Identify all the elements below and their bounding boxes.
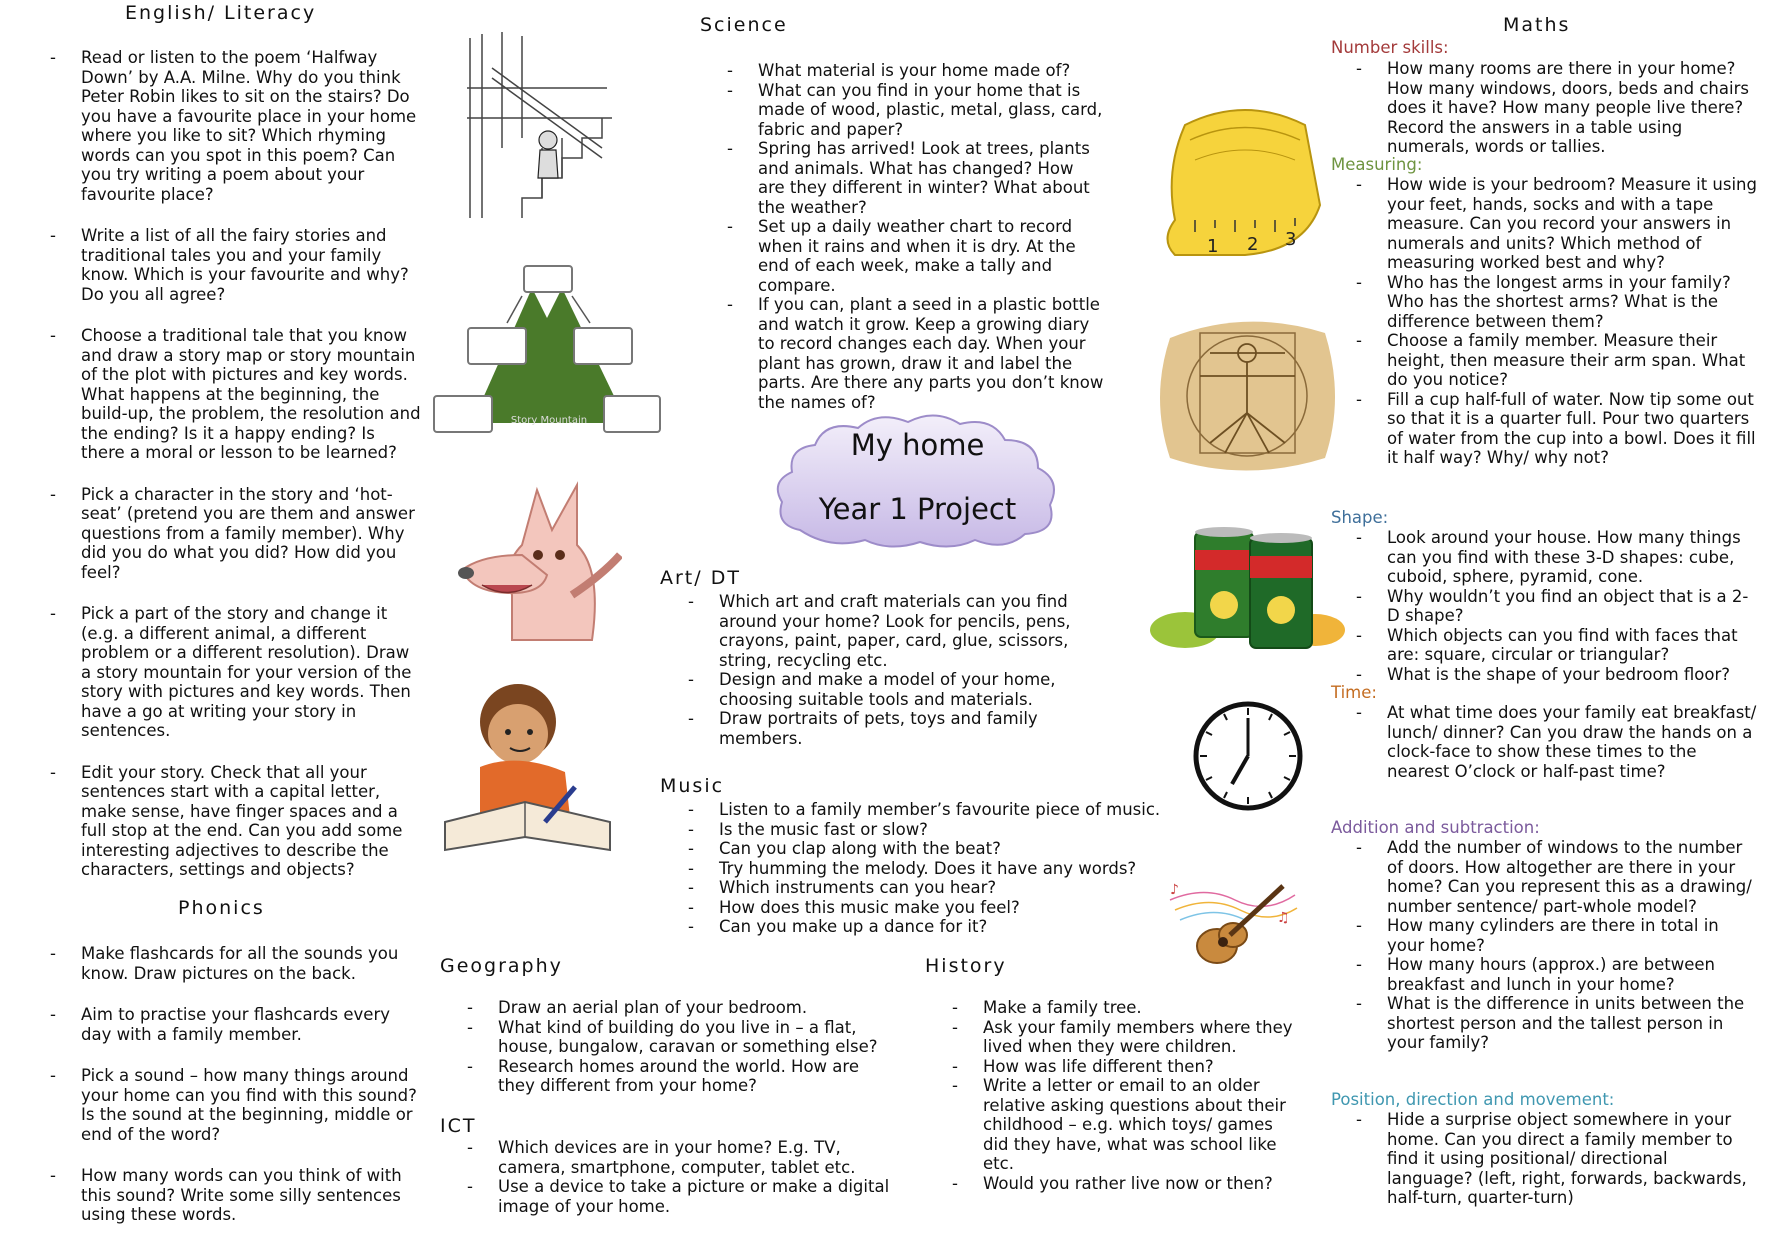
list-item: - Listen to a family member’s favourite piece of music. xyxy=(688,800,1168,820)
list-item: - What material is your home made of? xyxy=(727,61,1105,81)
list-item: - How wide is your bedroom? Measure it using your feet, hands, socks and with a tape measure. Can you record your answers in numerals and units? Which method of measuring worked best and why? xyxy=(1356,175,1758,273)
list-item: - Pick a character in the story and ‘hot-seat’ (pretend you are them and answer questions from a family member). Why did you do what you did? How did you feel? xyxy=(50,485,422,583)
tape-number-1: 1 xyxy=(1207,236,1219,257)
list-item: - Which devices are in your home? E.g. TV, camera, smartphone, computer, tablet etc. xyxy=(467,1138,897,1177)
list-item: - Ask your family members where they lived when they were children. xyxy=(952,1018,1297,1057)
list-item: - How many words can you think of with this sound? Write some silly sentences using these words. xyxy=(50,1166,422,1225)
english-list xyxy=(50,48,422,902)
geography-title: Geography xyxy=(440,955,563,977)
list-item: - Is the music fast or slow? xyxy=(688,820,1168,840)
list-item: - Fill a cup half-full of water. Now tip some out so that it is a quarter full. Pour two quarters of water from the cup into a bowl. Does it fill it half way? Why/ why not? xyxy=(1356,390,1758,468)
boy-writing-picture xyxy=(440,672,620,868)
staircase-picture xyxy=(462,28,612,220)
music-title: Music xyxy=(660,775,725,797)
geography-list xyxy=(467,998,897,1096)
list-item: - Choose a family member. Measure their height, then measure their arm span. What do you notice? xyxy=(1356,331,1758,390)
project-title-cloud xyxy=(770,410,1065,552)
clock-picture xyxy=(1192,700,1304,812)
phonics-list xyxy=(50,944,422,1247)
history-title: History xyxy=(925,955,1007,977)
list-item: - Research homes around the world. How are they different from your home? xyxy=(467,1057,897,1096)
cloud-line-2: Year 1 Project xyxy=(818,492,1017,526)
svg-text:♪: ♪ xyxy=(1170,882,1179,898)
list-item: - At what time does your family eat breakfast/ lunch/ dinner? Can you draw the hands on a clock-face to show these times to the nearest O’clock or half-past time? xyxy=(1356,703,1758,781)
svg-text:♫: ♫ xyxy=(1277,910,1290,926)
vitruvian-man-picture xyxy=(1155,318,1340,473)
art-title: Art/ DT xyxy=(660,567,741,589)
list-item: - What can you find in your home that is made of wood, plastic, metal, glass, card, fabric and paper? xyxy=(727,81,1105,140)
list-item: - Who has the longest arms in your family? Who has the shortest arms? What is the difference between them? xyxy=(1356,273,1758,332)
list-item: - Can you make up a dance for it? xyxy=(688,917,1168,937)
english-title: English/ Literacy xyxy=(125,2,317,24)
science-title: Science xyxy=(700,14,788,36)
history-list xyxy=(952,998,1297,1193)
list-item: - Aim to practise your flashcards every day with a family member. xyxy=(50,1005,422,1044)
list-item: - How many cylinders are there in total in your home? xyxy=(1356,916,1758,955)
addition-heading: Addition and subtraction: xyxy=(1331,818,1540,837)
position-heading: Position, direction and movement: xyxy=(1331,1090,1615,1109)
fox-character-picture xyxy=(452,475,622,645)
list-item: - Set up a daily weather chart to record when it rains and when it is dry. At the end of each week, make a tally and compare. xyxy=(727,217,1105,295)
maths-title: Maths xyxy=(1503,14,1571,36)
list-item: - Pick a sound – how many things around your home can you find with this sound? Is the sound at the beginning, middle or end of the word? xyxy=(50,1066,422,1144)
list-item: - Use a device to take a picture or make a digital image of your home. xyxy=(467,1177,897,1216)
list-item: - How many rooms are there in your home? How many windows, doors, beds and chairs does it have? How many people live there? Record the answers in a table using numerals, words or tallies. xyxy=(1356,59,1758,157)
phonics-title: Phonics xyxy=(178,897,265,919)
measuring-list xyxy=(1356,175,1758,468)
tape-number-2: 2 xyxy=(1247,234,1259,255)
list-item: - Make a family tree. xyxy=(952,998,1297,1018)
list-item: - Try humming the melody. Does it have any words? xyxy=(688,859,1168,879)
list-item: - Add the number of windows to the number of doors. How altogether are there in your home? Can you represent this as a drawing/ number sentence/ part-whole model? xyxy=(1356,838,1758,916)
list-item: - How was life different then? xyxy=(952,1057,1297,1077)
tape-number-3: 3 xyxy=(1285,229,1297,250)
list-item: - How many hours (approx.) are between breakfast and lunch in your home? xyxy=(1356,955,1758,994)
list-item: - Spring has arrived! Look at trees, plants and animals. What has changed? How are they different in winter? What about the weather? xyxy=(727,139,1105,217)
list-item: - Write a letter or email to an older relative asking questions about their childhood – e.g. which toys/ games did they have, what was school like etc. xyxy=(952,1076,1297,1174)
list-item: - Choose a traditional tale that you know and draw a story map or story mountain of the plot with pictures and key words. What happens at the beginning, the build-up, the problem, the resolution and the ending? Is it a happy ending? Is there a moral or lesson to be learned? xyxy=(50,326,422,463)
list-item: - Can you clap along with the beat? xyxy=(688,839,1168,859)
addition-list xyxy=(1356,838,1758,1053)
list-item: - Read or listen to the poem ‘Halfway Down’ by A.A. Milne. Why do you think Peter Robin likes to sit on the stairs? Do you have a favourite place in your home where you like to sit? Which rhyming words can you spot in this poem? Can you try writing a poem about your favourite place? xyxy=(50,48,422,204)
position-list xyxy=(1356,1110,1758,1208)
list-item: - Look around your house. How many things can you find with these 3-D shapes: cube, cuboid, sphere, pyramid, cone. xyxy=(1356,528,1758,587)
list-item: - Pick a part of the story and change it (e.g. a different animal, a different problem or a different resolution). Draw a story mountain for your version of the story with pictures and key words. Then have a go at writing your story in sentences. xyxy=(50,604,422,741)
number-skills-heading: Number skills: xyxy=(1331,38,1449,57)
ict-title: ICT xyxy=(440,1115,477,1137)
science-list xyxy=(727,61,1105,412)
story-mountain-label: Story Mountain xyxy=(510,415,588,426)
list-item: - Which objects can you find with faces that are: square, circular or triangular? xyxy=(1356,626,1758,665)
music-list xyxy=(688,800,1168,937)
list-item: - Which instruments can you hear? xyxy=(688,878,1168,898)
measuring-heading: Measuring: xyxy=(1331,155,1423,174)
list-item: - What is the shape of your bedroom floor? xyxy=(1356,665,1758,685)
list-item: - Hide a surprise object somewhere in your home. Can you direct a family member to find it using positional/ directional language? (left, right, forwards, backwards, half-turn, quarter-turn) xyxy=(1356,1110,1758,1208)
food-cans-picture xyxy=(1150,520,1345,655)
tape-measure-picture xyxy=(1155,100,1330,260)
list-item: - Make flashcards for all the sounds you know. Draw pictures on the back. xyxy=(50,944,422,983)
list-item: - What is the difference in units between the shortest person and the tallest person in your family? xyxy=(1356,994,1758,1053)
story-mountain-picture xyxy=(432,258,662,438)
ict-list xyxy=(467,1138,897,1216)
art-list xyxy=(688,592,1088,748)
list-item: - Draw an aerial plan of your bedroom. xyxy=(467,998,897,1018)
time-list xyxy=(1356,703,1758,781)
cloud-line-1: My home xyxy=(850,428,985,462)
shape-heading: Shape: xyxy=(1331,508,1389,527)
guitar-picture xyxy=(1165,880,1300,972)
list-item: - Why wouldn’t you find an object that is a 2-D shape? xyxy=(1356,587,1758,626)
list-item: - Design and make a model of your home, choosing suitable tools and materials. xyxy=(688,670,1088,709)
list-item: - What kind of building do you live in – a flat, house, bungalow, caravan or something else? xyxy=(467,1018,897,1057)
shape-list xyxy=(1356,528,1758,684)
list-item: - Write a list of all the fairy stories and traditional tales you and your family know. Which is your favourite and why? Do you all agree? xyxy=(50,226,422,304)
list-item: - If you can, plant a seed in a plastic bottle and watch it grow. Keep a growing diary to record changes each day. When your plant has grown, draw it and label the parts. Are there any parts you don’t know the names of? xyxy=(727,295,1105,412)
list-item: - Which art and craft materials can you find around your home? Look for pencils, pens, crayons, paint, paper, card, glue, scissors, string, recycling etc. xyxy=(688,592,1088,670)
list-item: - Draw portraits of pets, toys and family members. xyxy=(688,709,1088,748)
list-item: - Would you rather live now or then? xyxy=(952,1174,1297,1194)
list-item: - How does this music make you feel? xyxy=(688,898,1168,918)
time-heading: Time: xyxy=(1331,683,1377,702)
list-item: - Edit your story. Check that all your sentences start with a capital letter, make sense, have finger spaces and a full stop at the end. Can you add some interesting adjectives to describe the characters, settings and objects? xyxy=(50,763,422,880)
number-skills-list xyxy=(1356,59,1758,157)
